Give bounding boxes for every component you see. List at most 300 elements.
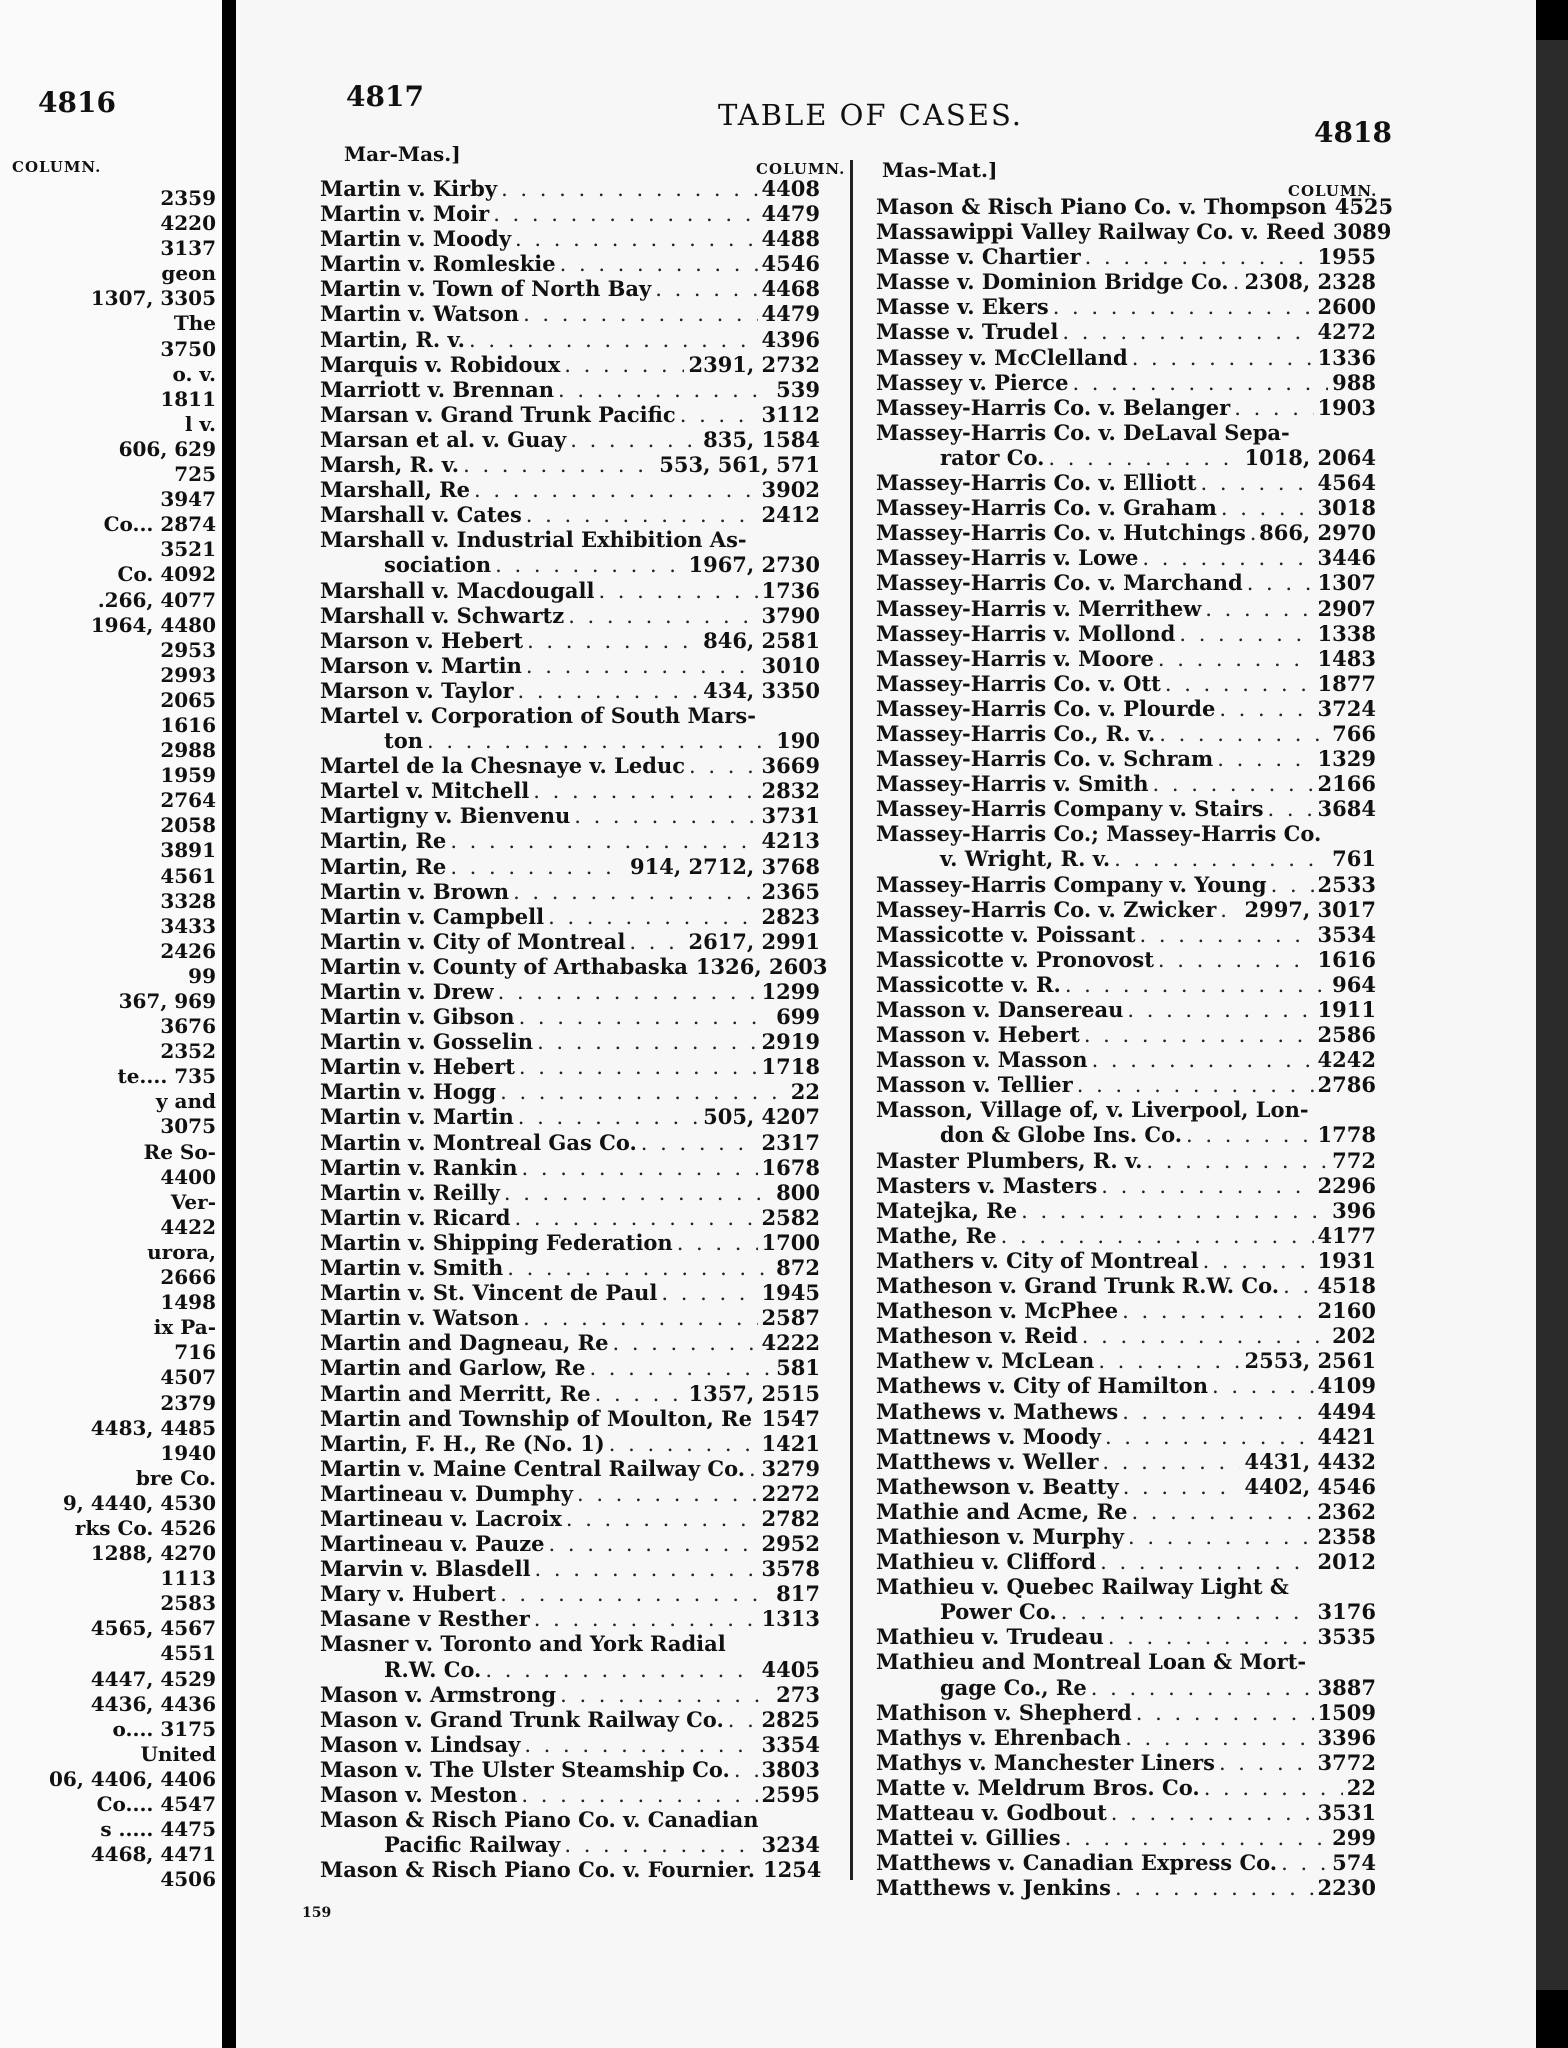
column-number: 2595: [761, 1782, 820, 1807]
index-entry: [320, 854, 820, 879]
index-entry: [320, 1682, 820, 1707]
left-page-fragment: Ver-: [170, 1189, 216, 1214]
case-name-continuation: ton: [384, 728, 423, 754]
case-name: Martin v. St. Vincent de Paul: [320, 1280, 658, 1306]
dot-leader: [558, 378, 772, 403]
column-number: 1945: [761, 1280, 820, 1306]
dot-leader: [1221, 496, 1314, 521]
index-entry: [876, 1323, 1376, 1348]
dot-leader: [1100, 1550, 1313, 1575]
dot-leader: [549, 1532, 758, 1557]
right-page: [236, 0, 1536, 2048]
case-name: Martin and Merritt, Re: [320, 1380, 591, 1406]
index-entry: [876, 1775, 1376, 1800]
case-name: Martin v. Moir: [320, 201, 490, 227]
left-page-fragment: Co.... 4547: [96, 1792, 216, 1816]
left-page-fragment: 1616: [160, 712, 216, 737]
column-number: 4494: [1317, 1398, 1376, 1424]
column-number: 1254: [762, 1857, 822, 1883]
case-name: Masson v. Tellier: [876, 1072, 1073, 1098]
column-number: 1018, 2064: [1244, 444, 1376, 470]
case-name: Matejka, Re: [876, 1197, 1018, 1223]
index-entry: [876, 420, 1376, 445]
case-name: Martin v. Rankin: [320, 1154, 518, 1180]
left-page-fragment: The: [173, 311, 216, 336]
case-name: Martin, R. v.: [320, 326, 465, 352]
index-entry-continuation: [876, 1599, 1376, 1624]
column-number: 190: [776, 728, 820, 754]
left-page-fragment: 3947: [160, 487, 216, 512]
left-page: [0, 0, 222, 2048]
column-number: 3010: [761, 652, 820, 678]
dot-leader: [1247, 571, 1314, 596]
dot-leader: [680, 403, 758, 428]
dot-leader: [577, 1482, 758, 1507]
left-column-label: COLUMN.: [756, 160, 846, 178]
left-page-fragment: Re So-: [143, 1139, 216, 1164]
column-number: 3176: [1317, 1599, 1376, 1625]
case-name: Martigny v. Bienvenu: [320, 803, 571, 829]
column-number: 1877: [1317, 670, 1376, 696]
case-name: Marsan et al. v. Guay: [320, 426, 567, 452]
dot-leader: [655, 277, 757, 302]
dot-leader: [515, 227, 758, 252]
case-name: Mason v. The Ulster Steamship Co.: [320, 1756, 730, 1782]
column-number: 3731: [761, 803, 820, 829]
case-name: Mathison v. Shepherd: [876, 1699, 1132, 1725]
dot-leader: [518, 679, 700, 704]
column-number: 2362: [1317, 1498, 1376, 1524]
case-name: Martel v. Corporation of South Mars-: [320, 702, 756, 728]
case-name: Martineau v. Lacroix: [320, 1505, 562, 1531]
case-name: Mathieu v. Trudeau: [876, 1624, 1104, 1650]
case-name: Masson v. Dansereau: [876, 997, 1124, 1022]
case-name: Massey-Harris Co. v. Hutchings: [876, 520, 1246, 546]
index-entry: [320, 653, 820, 678]
index-entry: [320, 1581, 820, 1606]
case-name: Matheson v. Grand Trunk R.W. Co.: [876, 1273, 1280, 1299]
index-entry: [320, 226, 820, 251]
column-number: 2391, 2732: [688, 351, 820, 377]
dot-leader: [463, 453, 655, 478]
case-name: Masane v Resther: [320, 1606, 530, 1632]
left-page-fragment: 3676: [160, 1014, 216, 1039]
left-page-fragment: Co... 2874: [103, 512, 216, 537]
case-name: Martin v. Brown: [320, 878, 510, 904]
case-name: Martin v. Kirby: [320, 176, 498, 201]
dot-leader: [1084, 1023, 1314, 1048]
case-name-continuation: v. Wright, R. v.: [940, 846, 1111, 872]
column-number: 1931: [1317, 1247, 1376, 1273]
case-name: Martin v. Martin: [320, 1104, 514, 1130]
column-number: 1338: [1317, 620, 1376, 646]
index-entry: [876, 1148, 1376, 1173]
column-number: 2907: [1317, 595, 1376, 621]
index-entry-continuation: [876, 1675, 1376, 1700]
index-entry: [320, 1355, 820, 1380]
case-name: Massey-Harris Co. v. Zwicker: [876, 896, 1217, 922]
column-number: 4479: [761, 301, 820, 327]
column-number: 1736: [761, 577, 820, 603]
case-name-continuation: R.W. Co.: [384, 1656, 482, 1682]
index-entry: [876, 1424, 1376, 1449]
case-name: Martin v. Moody: [320, 226, 512, 252]
case-name: Massawippi Valley Railway Co. v. Reed: [876, 219, 1325, 245]
column-number: 3534: [1317, 921, 1376, 947]
column-number: 434, 3350: [703, 677, 820, 703]
dot-leader: [495, 553, 684, 578]
dot-leader: [589, 1356, 772, 1381]
left-page-fragment: 1307, 3305: [90, 286, 216, 311]
dot-leader: [749, 1457, 758, 1482]
dot-leader: [513, 880, 757, 905]
dot-leader: [1131, 1500, 1313, 1525]
left-page-fragment: 4506: [160, 1867, 216, 1892]
case-name: Mathys v. Ehrenbach: [876, 1724, 1122, 1750]
case-name: Mattnews v. Moody: [876, 1423, 1101, 1449]
index-entry: [320, 1506, 820, 1531]
dot-leader: [641, 1131, 758, 1156]
case-name: Mathews v. City of Hamilton: [876, 1373, 1208, 1399]
case-name: Marson v. Taylor: [320, 677, 514, 703]
index-entry: [876, 872, 1376, 897]
dot-leader: [564, 1833, 757, 1858]
dot-leader: [1001, 1224, 1314, 1249]
column-number: 2412: [761, 502, 820, 528]
case-name: Martin v. Maine Central Railway Co.: [320, 1455, 746, 1481]
case-name: Massey-Harris Co. v. Schram: [876, 746, 1214, 772]
left-page-fragment: 3891: [160, 838, 216, 863]
left-page-fragment: 2359: [160, 186, 216, 210]
dot-leader: [519, 1005, 773, 1030]
index-entry: [876, 721, 1376, 746]
case-name: Matheson v. Reid: [876, 1323, 1078, 1349]
dot-leader: [689, 754, 758, 779]
index-entry: [876, 345, 1376, 370]
case-name: Mathys v. Manchester Liners: [876, 1749, 1215, 1775]
left-page-fragment: 4436, 4436: [90, 1691, 216, 1716]
left-page-fragment: 3433: [160, 913, 216, 938]
column-number: 3396: [1317, 1724, 1376, 1750]
column-number: 3234: [761, 1832, 820, 1858]
column-number: 766: [1332, 720, 1376, 746]
column-number: 3803: [761, 1756, 820, 1782]
dot-leader: [564, 353, 684, 378]
case-name: Massey-Harris Co. v. DeLaval Sepa-: [876, 419, 1290, 445]
left-page-fragment: 1113: [160, 1566, 216, 1591]
case-name: Marquis v. Robidoux: [320, 351, 561, 377]
index-entry: [876, 1223, 1376, 1248]
case-name: Martin v. Shipping Federation: [320, 1229, 673, 1255]
dot-leader: [498, 980, 758, 1005]
index-entry: [320, 1481, 820, 1506]
right-column-section: Mas-Mat.]: [882, 158, 998, 182]
index-entry: [876, 1499, 1376, 1524]
index-entry: [876, 1825, 1376, 1850]
dot-leader: [1128, 1525, 1314, 1550]
dot-leader: [1212, 1374, 1314, 1399]
index-entry: [876, 1649, 1376, 1674]
index-entry: [876, 1047, 1376, 1072]
column-number: 2296: [1317, 1172, 1376, 1198]
case-name: Matteau v. Godbout: [876, 1800, 1107, 1825]
left-page-fragment: 4565, 4567: [90, 1616, 216, 1641]
column-number: 1357, 2515: [688, 1380, 820, 1406]
column-number: 3887: [1317, 1674, 1376, 1700]
index-entry: [320, 828, 820, 853]
left-page-fragment: l v.: [184, 411, 216, 436]
index-entry: [876, 1574, 1376, 1599]
left-page-fragment: bre Co.: [135, 1465, 216, 1490]
column-number: 4222: [761, 1330, 820, 1356]
index-entry: [320, 929, 820, 954]
left-page-fragment: .266, 4077: [97, 587, 216, 612]
left-page-fragment: 3137: [160, 236, 216, 261]
left-page-fragment: 2058: [160, 813, 216, 838]
left-page-fragment: 1288, 4270: [90, 1541, 216, 1566]
column-number: 3902: [761, 477, 820, 503]
index-entry: [320, 603, 820, 628]
index-entry-continuation: [320, 552, 820, 577]
case-name: Masson, Village of, v. Liverpool, Lon-: [876, 1097, 1309, 1123]
column-number: 2317: [761, 1129, 820, 1155]
column-number: 4546: [761, 251, 820, 277]
case-name: Masse v. Chartier: [876, 244, 1081, 270]
column-number: 4213: [761, 828, 820, 854]
index-entry: [320, 904, 820, 929]
dot-leader: [661, 1281, 757, 1306]
case-name: Mathieu and Montreal Loan & Mort-: [876, 1649, 1307, 1675]
index-entry: [320, 477, 820, 502]
column-number: 2160: [1317, 1298, 1376, 1324]
case-name: Massicotte v. R.: [876, 971, 1061, 997]
index-entry: [320, 778, 820, 803]
case-name: Martin v. City of Montreal: [320, 928, 626, 954]
dot-leader: [1281, 1851, 1328, 1876]
column-number: 3790: [761, 602, 820, 628]
column-number: 3772: [1317, 1749, 1376, 1775]
case-name: Martin and Garlow, Re: [320, 1355, 586, 1381]
case-name: Masse v. Dominion Bridge Co.: [876, 269, 1229, 295]
column-number: 2919: [761, 1029, 820, 1055]
column-number: 2600: [1317, 294, 1376, 320]
column-number: 581: [776, 1355, 820, 1381]
dot-leader: [1048, 446, 1240, 471]
index-entry: [320, 1456, 820, 1481]
dot-leader: [514, 1206, 757, 1231]
dot-leader: [1142, 546, 1313, 571]
case-name: Masson v. Masson: [876, 1047, 1088, 1073]
dot-leader: [450, 829, 757, 854]
dot-leader: [1159, 722, 1328, 747]
index-entry: [876, 219, 1392, 245]
case-name: Martin, Re: [320, 828, 447, 854]
index-entry: [320, 628, 820, 653]
case-name: Mathewson v. Beatty: [876, 1473, 1119, 1499]
case-name: Martin v. Reilly: [320, 1179, 500, 1205]
column-number: 800: [776, 1179, 820, 1205]
case-name: Mason v. Grand Trunk Railway Co.: [320, 1706, 724, 1732]
column-number: 2586: [1317, 1022, 1376, 1048]
column-number: 202: [1332, 1323, 1376, 1349]
right-column-label: COLUMN.: [1288, 182, 1378, 200]
page-number-left: 4817: [346, 80, 424, 113]
left-page-fragment: 4400: [160, 1164, 216, 1189]
left-page-fragment: 3521: [160, 537, 216, 562]
dot-leader: [537, 1030, 757, 1055]
dot-leader: [595, 1382, 685, 1407]
case-name: Martin v. Drew: [320, 979, 494, 1004]
dot-leader: [493, 202, 757, 227]
column-number: 772: [1332, 1147, 1376, 1173]
case-name: Mason v. Lindsay: [320, 1731, 521, 1757]
dot-leader: [734, 1758, 758, 1783]
dot-leader: [756, 1407, 758, 1432]
index-entry: [876, 194, 1394, 219]
index-entry: [320, 176, 820, 201]
column-number: 553, 561, 571: [659, 452, 820, 478]
case-name: Mathieu v. Clifford: [876, 1549, 1097, 1575]
column-number: 761: [1332, 846, 1376, 872]
index-entry: [876, 997, 1376, 1022]
index-entry-continuation: [320, 1832, 820, 1857]
case-name: Martin v. Ricard: [320, 1204, 511, 1230]
index-entry: [320, 1205, 820, 1230]
dot-leader: [1123, 1475, 1241, 1500]
index-entry: [876, 646, 1376, 671]
dot-leader: [609, 1432, 758, 1457]
column-number: 4272: [1317, 319, 1376, 345]
column-number: 299: [1332, 1825, 1376, 1851]
column-number: 4479: [761, 201, 820, 227]
column-number: 505, 4207: [703, 1104, 820, 1130]
index-entry: [876, 294, 1376, 319]
dot-leader: [1077, 1073, 1314, 1098]
dot-leader: [1136, 1701, 1314, 1726]
index-entry: [876, 897, 1376, 922]
left-page-fragment: s ..... 4475: [100, 1817, 216, 1842]
index-entry: [320, 1054, 820, 1079]
index-entry: [876, 1725, 1376, 1750]
left-page-fragment: 2988: [160, 738, 216, 763]
dot-leader: [568, 604, 757, 629]
column-number: 2553, 2561: [1244, 1348, 1376, 1374]
column-number: 574: [1332, 1850, 1376, 1876]
column-number: 2272: [761, 1480, 820, 1506]
index-entry: [320, 953, 828, 979]
index-entry: [876, 1700, 1376, 1725]
case-name: Massey-Harris Co. v. Belanger: [876, 394, 1231, 420]
dot-leader: [574, 804, 757, 829]
index-entry: [876, 370, 1376, 395]
case-name: Massey v. Pierce: [876, 369, 1069, 395]
left-page-fragment: 4507: [160, 1365, 216, 1390]
case-name: Massicotte v. Pronovost: [876, 946, 1154, 972]
column-number: 1955: [1317, 244, 1376, 270]
case-name: Massey-Harris v. Smith: [876, 771, 1149, 797]
index-entry: [320, 1180, 820, 1205]
index-entry: [320, 1230, 820, 1255]
index-entry: [876, 1298, 1376, 1323]
column-number: 1336: [1317, 344, 1376, 370]
index-entry: [876, 1072, 1376, 1097]
index-entry: [876, 947, 1376, 972]
case-name: Marvin v. Blasdell: [320, 1556, 531, 1582]
index-entry: [320, 678, 820, 703]
dot-leader: [1132, 346, 1314, 371]
column-number: 3531: [1317, 1800, 1376, 1825]
index-entry: [876, 395, 1376, 420]
dot-leader: [728, 1708, 758, 1733]
column-number: 273: [776, 1681, 820, 1707]
case-name: Marshall, Re: [320, 477, 471, 503]
index-entry: [320, 1606, 820, 1631]
dot-leader: [527, 629, 699, 654]
column-number: 4177: [1317, 1222, 1376, 1248]
dot-leader: [1153, 772, 1314, 797]
left-page-fragment: 1811: [160, 386, 216, 411]
left-page-number: 4816: [38, 86, 116, 119]
case-name: Massey-Harris Co. v. Plourde: [876, 695, 1216, 721]
case-name: Martin v. Watson: [320, 301, 520, 327]
index-entry: [320, 1104, 820, 1129]
column-number: 2952: [761, 1531, 820, 1557]
case-name-continuation: Pacific Railway: [384, 1832, 561, 1858]
case-name: Mason & Risch Piano Co. v. Canadian: [320, 1807, 759, 1833]
case-name: Mason v. Meston: [320, 1782, 518, 1807]
case-name: Massey-Harris v. Mollond: [876, 620, 1176, 646]
column-number: 988: [1332, 369, 1376, 395]
left-page-fragment: 4483, 4485: [90, 1415, 216, 1440]
case-name: Massicotte v. Poissant: [876, 921, 1136, 947]
column-number: 3089: [1332, 219, 1392, 245]
case-name: Marsan v. Grand Trunk Pacific: [320, 401, 676, 427]
index-entry: [320, 1130, 820, 1155]
index-entry: [320, 1305, 820, 1330]
case-name: Martin v. Montreal Gas Co.: [320, 1129, 637, 1155]
dot-leader: [1065, 973, 1328, 998]
dot-leader: [1283, 1274, 1313, 1299]
index-entry: [320, 1531, 820, 1556]
case-name: Masner v. Toronto and York Radial: [320, 1631, 726, 1657]
column-number: 3724: [1317, 695, 1376, 721]
column-number: 817: [776, 1581, 820, 1607]
left-page-fragment: 4561: [160, 863, 216, 888]
left-page-fragment: 1959: [160, 763, 216, 788]
left-page-fragment: 2352: [160, 1039, 216, 1064]
column-number: 4109: [1317, 1373, 1376, 1399]
column-number: 1903: [1317, 394, 1376, 420]
dot-leader: [504, 1181, 772, 1206]
index-entry: [876, 1549, 1376, 1574]
index-entry: [320, 1807, 820, 1832]
dot-leader: [501, 177, 757, 202]
column-number: 3018: [1317, 495, 1376, 521]
column-number: 1509: [1317, 1699, 1376, 1725]
index-entry: [320, 1732, 820, 1757]
case-name: Mathieu v. Quebec Railway Light &: [876, 1574, 1289, 1600]
index-entry: [876, 922, 1376, 947]
index-entry: [320, 527, 820, 552]
left-page-fragments: [0, 186, 216, 1892]
dot-leader: [1186, 1123, 1314, 1148]
column-number: 1313: [761, 1606, 820, 1632]
index-entry: [320, 1330, 820, 1355]
column-number: 914, 2712, 3768: [630, 853, 820, 879]
column-number: 1326, 2603: [695, 953, 828, 979]
left-page-fragment: United: [140, 1741, 216, 1766]
dot-leader: [1092, 1048, 1314, 1073]
